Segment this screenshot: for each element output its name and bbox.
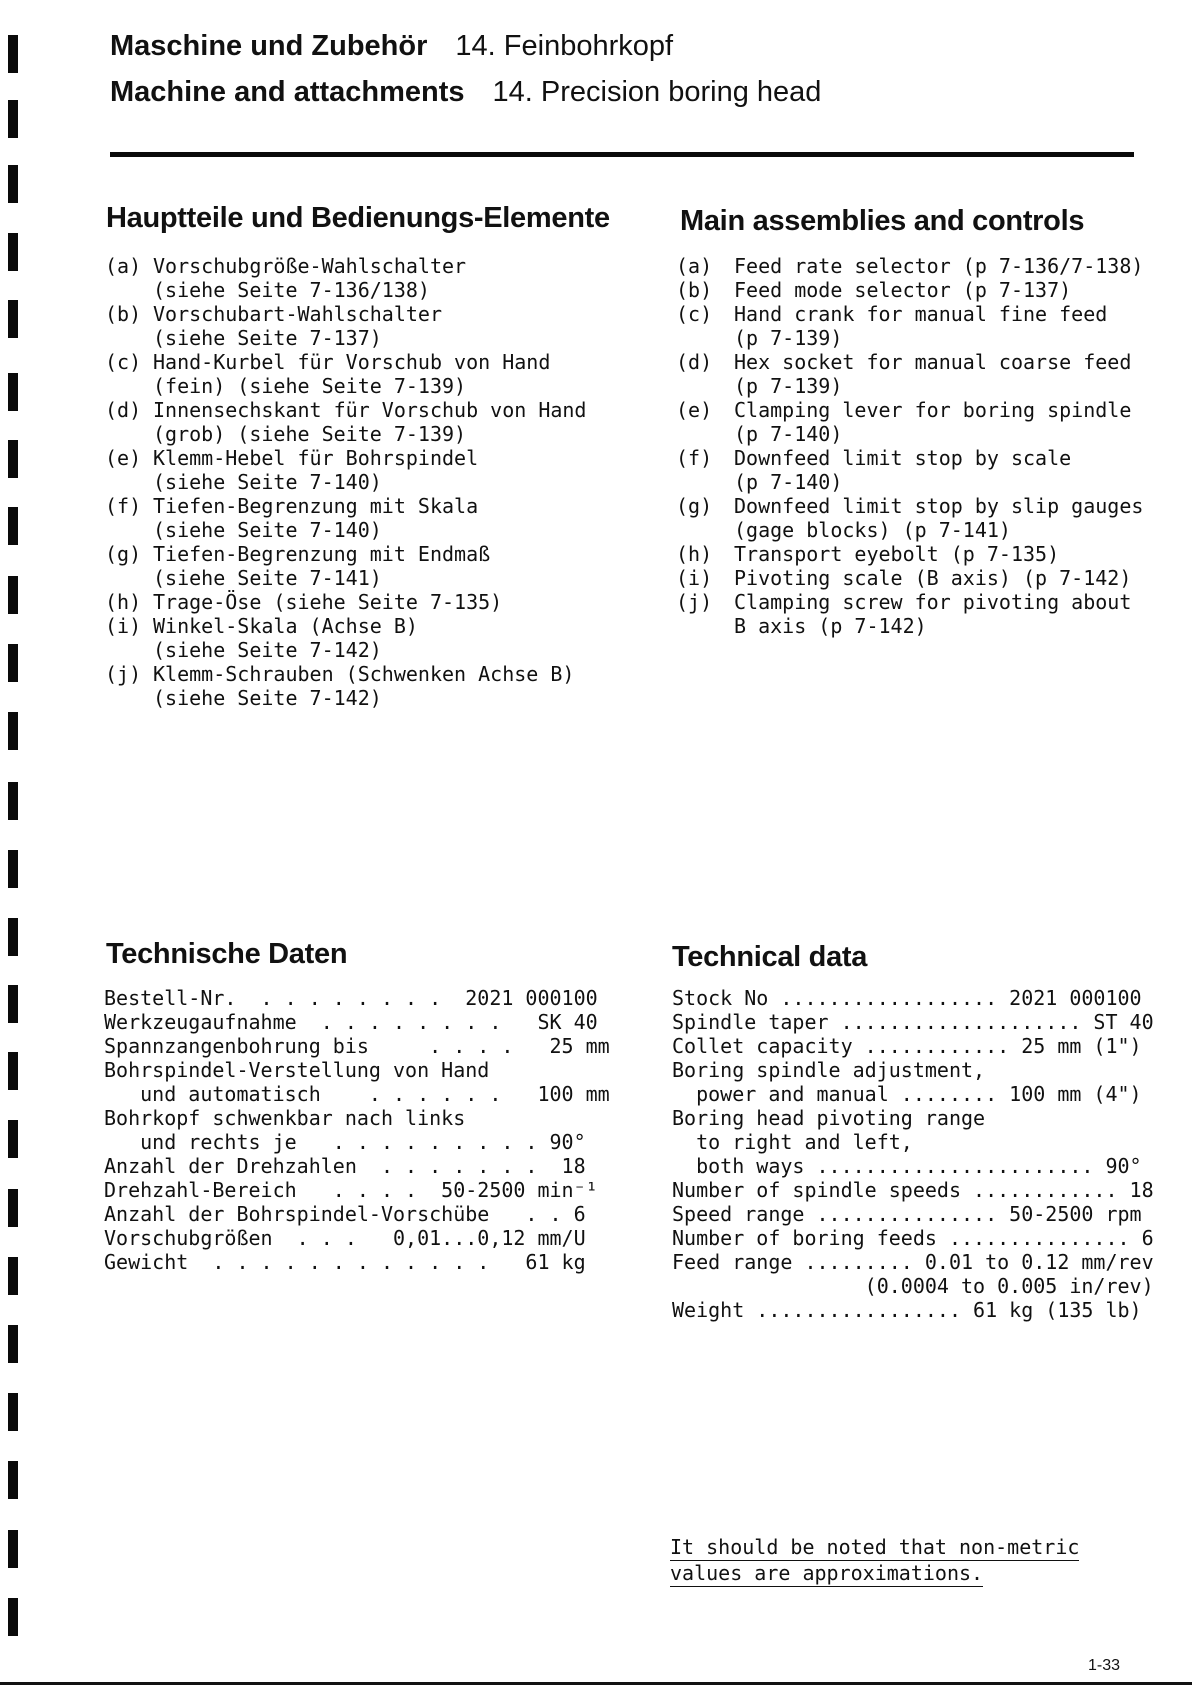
metric-note (670, 1535, 1079, 1587)
list-item (676, 446, 1176, 494)
spec-row: Spindle taper .................... ST 40 (672, 1010, 1154, 1034)
list-item (105, 542, 675, 590)
binding-mark (8, 165, 18, 203)
item-text: Feed rate selector (p 7-136/7-138) (734, 254, 1144, 278)
list-item (676, 590, 1176, 638)
binding-mark (8, 1393, 18, 1431)
item-text: (p 7-140) (734, 470, 843, 494)
item-text: Downfeed limit stop by slip gauges (734, 494, 1144, 518)
item-text: (siehe Seite 7-140) (153, 518, 382, 542)
header-en-bold: Machine and attachments (110, 76, 465, 108)
binding-mark (8, 373, 18, 411)
item-text: Clamping screw for pivoting about (734, 590, 1132, 614)
list-item (105, 350, 675, 398)
item-text: Hand-Kurbel für Vorschub von Hand (153, 350, 551, 374)
item-label: (d) (105, 398, 142, 422)
controls-de-list (105, 254, 675, 710)
item-text: Transport eyebolt (p 7-135) (734, 542, 1060, 566)
item-label: (g) (676, 494, 713, 518)
item-text: (gage blocks) (p 7-141) (734, 518, 1011, 542)
list-item (676, 566, 1176, 590)
item-text: (siehe Seite 7-140) (153, 470, 382, 494)
item-label: (h) (676, 542, 713, 566)
spec-row: Gewicht . . . . . . . . . . . . 61 kg (104, 1250, 586, 1274)
item-text: (siehe Seite 7-141) (153, 566, 382, 590)
spec-row: Werkzeugaufnahme . . . . . . . . SK 40 (104, 1010, 598, 1034)
controls-de-title: Hauptteile und Bedienungs-Elemente (106, 202, 610, 234)
list-item (676, 494, 1176, 542)
list-item (676, 542, 1176, 566)
item-text: (p 7-139) (734, 326, 843, 350)
list-item (676, 398, 1176, 446)
techdata-en-list (672, 986, 1154, 1322)
note-line-1: It should be noted that non-metric (670, 1535, 1080, 1559)
binding-mark (8, 440, 18, 478)
binding-mark (8, 850, 18, 888)
list-item (676, 350, 1176, 398)
spec-row: Anzahl der Drehzahlen . . . . . . . 18 (104, 1154, 586, 1178)
binding-mark (8, 300, 18, 338)
binding-mark (8, 100, 18, 138)
item-text: Hex socket for manual coarse feed (734, 350, 1132, 374)
item-text: Vorschubart-Wahlschalter (153, 302, 442, 326)
item-text: (p 7-139) (734, 374, 843, 398)
item-text: Trage-Öse (siehe Seite 7-135) (153, 590, 503, 614)
item-label: (j) (676, 590, 713, 614)
item-text: Winkel-Skala (Achse B) (153, 614, 418, 638)
item-label: (i) (105, 614, 142, 638)
list-item (676, 302, 1176, 350)
binding-mark (8, 1052, 18, 1090)
spec-row: Anzahl der Bohrspindel-Vorschübe . . 6 (104, 1202, 586, 1226)
header-line-en (110, 76, 821, 109)
item-label: (c) (105, 350, 142, 374)
item-text: (fein) (siehe Seite 7-139) (153, 374, 467, 398)
item-text: (p 7-140) (734, 422, 843, 446)
item-text: Hand crank for manual fine feed (734, 302, 1108, 326)
item-text: (siehe Seite 7-142) (153, 686, 382, 710)
item-label: (a) (105, 254, 142, 278)
item-label: (b) (676, 278, 713, 302)
binding-mark (8, 1461, 18, 1499)
list-item (676, 278, 1176, 302)
techdata-de-title: Technische Daten (106, 938, 348, 970)
list-item (105, 302, 675, 350)
spec-row: both ways ....................... 90° (672, 1154, 1142, 1178)
page-number: 1-33 (1088, 1657, 1121, 1674)
header-de-bold: Maschine und Zubehör (110, 30, 428, 62)
binding-mark (8, 1257, 18, 1295)
item-text: Vorschubgröße-Wahlschalter (153, 254, 467, 278)
spec-row: Feed range ......... 0.01 to 0.12 mm/rev (672, 1250, 1154, 1274)
item-label: (g) (105, 542, 142, 566)
header-en-sub: 14. Precision boring head (492, 76, 822, 108)
item-text: (siehe Seite 7-137) (153, 326, 382, 350)
item-label: (f) (105, 494, 142, 518)
spec-row: Bohrkopf schwenkbar nach links (104, 1106, 466, 1130)
binding-mark (8, 1598, 18, 1636)
binding-mark (8, 35, 18, 73)
item-text: Pivoting scale (B axis) (p 7-142) (734, 566, 1132, 590)
item-text: Feed mode selector (p 7-137) (734, 278, 1072, 302)
spec-row: Boring spindle adjustment, (672, 1058, 986, 1082)
spec-row: (0.0004 to 0.005 in/rev) (672, 1274, 1154, 1298)
spec-row: Number of spindle speeds ............ 18 (672, 1178, 1154, 1202)
list-item (105, 662, 675, 710)
binding-mark (8, 918, 18, 956)
item-label: (b) (105, 302, 142, 326)
binding-mark (8, 1325, 18, 1363)
binding-mark (8, 644, 18, 682)
binding-mark (8, 576, 18, 614)
list-item (105, 590, 675, 614)
binding-mark (8, 1530, 18, 1568)
spec-row: und rechts je . . . . . . . . . 90° (104, 1130, 586, 1154)
binding-mark (8, 1189, 18, 1227)
list-item (105, 494, 675, 542)
item-text: Clamping lever for boring spindle (734, 398, 1132, 422)
header-line-de (110, 30, 673, 63)
spec-row: Bestell-Nr. . . . . . . . . 2021 000100 (104, 986, 598, 1010)
binding-mark (8, 233, 18, 271)
note-line-2: values are approximations. (670, 1561, 984, 1585)
spec-row: Spannzangenbohrung bis . . . . 25 mm (104, 1034, 610, 1058)
controls-en-title: Main assemblies and controls (680, 205, 1085, 237)
item-label: (h) (105, 590, 142, 614)
spec-row: Stock No .................. 2021 000100 (672, 986, 1142, 1010)
list-item (676, 254, 1176, 278)
spec-row: Vorschubgrößen . . . 0,01...0,12 mm/U (104, 1226, 586, 1250)
spec-row: Boring head pivoting range (672, 1106, 986, 1130)
spec-row: Speed range ............... 50-2500 rpm (672, 1202, 1142, 1226)
item-text: (siehe Seite 7-136/138) (153, 278, 430, 302)
item-label: (c) (676, 302, 713, 326)
techdata-en-title: Technical data (672, 941, 868, 973)
item-text: Klemm-Schrauben (Schwenken Achse B) (153, 662, 575, 686)
binding-mark (8, 985, 18, 1023)
header-rule (110, 152, 1134, 157)
spec-row: Number of boring feeds ............... 6 (672, 1226, 1154, 1250)
item-label: (j) (105, 662, 142, 686)
binding-mark (8, 782, 18, 820)
spec-row: power and manual ........ 100 mm (4") (672, 1082, 1142, 1106)
binding-mark (8, 712, 18, 750)
item-text: (siehe Seite 7-142) (153, 638, 382, 662)
spec-row: Weight ................. 61 kg (135 lb) (672, 1298, 1142, 1322)
item-label: (e) (105, 446, 142, 470)
list-item (105, 614, 675, 662)
item-label: (f) (676, 446, 713, 470)
item-label: (d) (676, 350, 713, 374)
list-item (105, 446, 675, 494)
list-item (105, 254, 675, 302)
item-text: Downfeed limit stop by scale (734, 446, 1072, 470)
item-text: Tiefen-Begrenzung mit Endmaß (153, 542, 491, 566)
techdata-de-list (104, 986, 610, 1274)
item-label: (i) (676, 566, 713, 590)
spec-row: Bohrspindel-Verstellung von Hand (104, 1058, 490, 1082)
item-label: (e) (676, 398, 713, 422)
binding-mark (8, 1120, 18, 1158)
spec-row: Drehzahl-Bereich . . . . 50-2500 min⁻¹ (104, 1178, 598, 1202)
header-de-sub: 14. Feinbohrkopf (455, 30, 674, 62)
item-text: B axis (p 7-142) (734, 614, 927, 638)
spec-row: und automatisch . . . . . . 100 mm (104, 1082, 610, 1106)
item-text: Klemm-Hebel für Bohrspindel (153, 446, 479, 470)
item-label: (a) (676, 254, 713, 278)
page-bottom-edge (0, 1682, 1192, 1685)
item-text: (grob) (siehe Seite 7-139) (153, 422, 467, 446)
spec-row: Collet capacity ............ 25 mm (1") (672, 1034, 1142, 1058)
item-text: Tiefen-Begrenzung mit Skala (153, 494, 479, 518)
spec-row: to right and left, (672, 1130, 913, 1154)
binding-mark (8, 507, 18, 545)
list-item (105, 398, 675, 446)
controls-en-list (676, 254, 1176, 638)
item-text: Innensechskant für Vorschub von Hand (153, 398, 587, 422)
